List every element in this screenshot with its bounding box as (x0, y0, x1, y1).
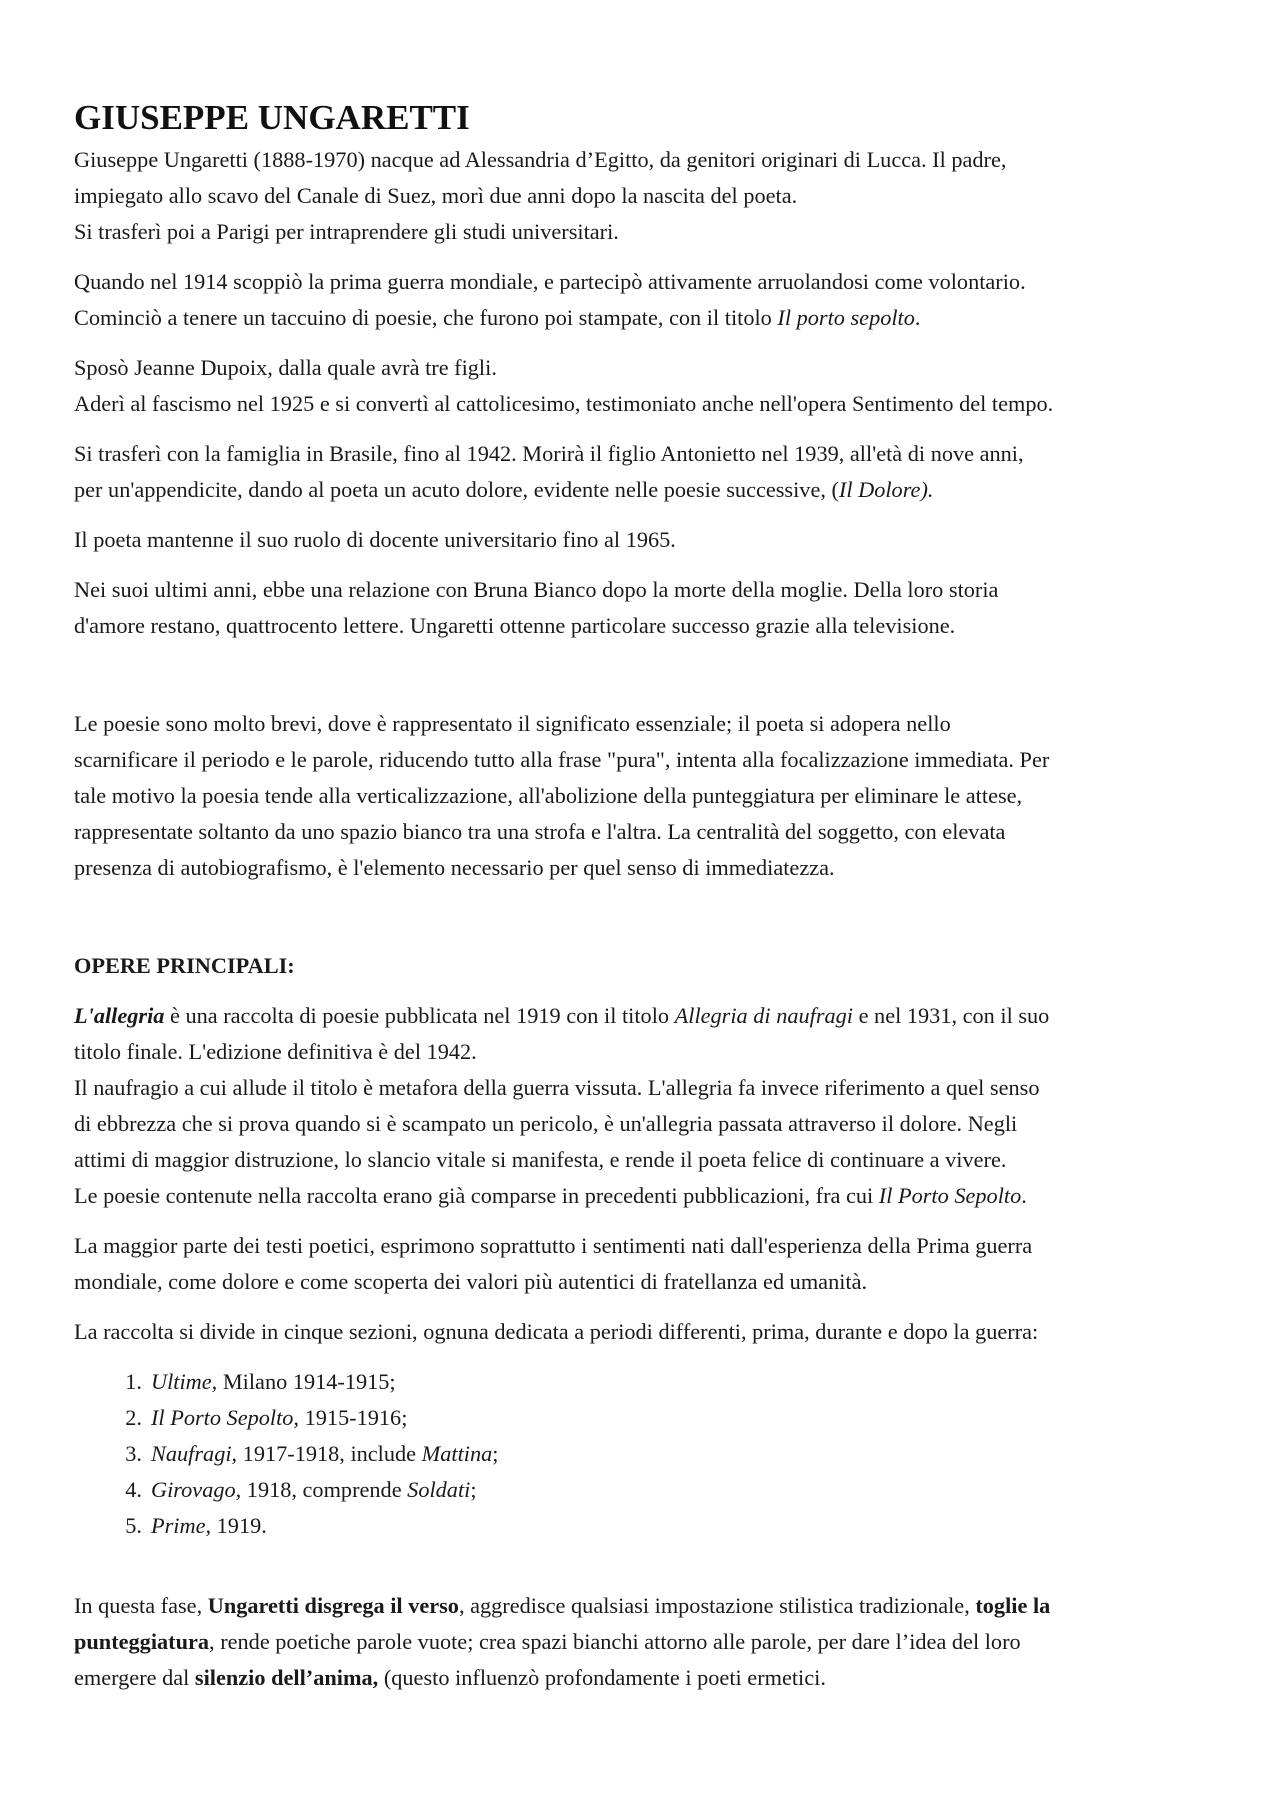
work-title: Il Dolore). (838, 477, 934, 502)
list-item (74, 1508, 1224, 1544)
emphasis-text: silenzio dell’anima, (194, 1665, 379, 1690)
text-line: impiegato allo scavo del Canale di Suez, morì due anni dopo la nascita del poeta. (74, 183, 798, 208)
list-number: 5. (125, 1513, 142, 1538)
text-line: tale motivo la poesia tende alla verticalizzazione, all'abolizione della punteggiatura per eliminare le attese, (74, 783, 1023, 808)
poem-title: Mattina (421, 1441, 493, 1466)
list-item (74, 1436, 1224, 1472)
emphasis-text: Ungaretti disgrega il verso (207, 1593, 459, 1618)
text-line: Le poesie sono molto brevi, dove è rappresentato il significato essenziale; il poeta si adopera nello (74, 711, 951, 736)
text-line: La raccolta si divide in cinque sezioni, ognuna dedicata a periodi differenti, prima, durante e dopo la guerra: (74, 1319, 1039, 1344)
section-end: ; (492, 1441, 499, 1466)
allegria-paragraph (74, 998, 1224, 1214)
text-line: Aderì al fascismo nel 1925 e si convertì al cattolicesimo, testimoniato anche nell'opera Sentimento del tempo. (74, 391, 1054, 416)
text-line: Quando nel 1914 scoppiò la prima guerra mondiale, e partecipò attivamente arruolandosi come volontario. (74, 269, 1026, 294)
work-title: Il Porto Sepolto (878, 1183, 1022, 1208)
text-line: La maggior parte dei testi poetici, esprimono soprattutto i sentimenti nati dall'esperienza della Prima guerra (74, 1233, 1033, 1258)
section-end: ; (470, 1477, 477, 1502)
section-detail: 1917-1918, include (237, 1441, 422, 1466)
bio-paragraph-2 (74, 264, 1224, 336)
list-item (74, 1364, 1224, 1400)
sections-intro (74, 1314, 1224, 1350)
text-line: scarnificare il periodo e le parole, riducendo tutto alla frase "pura", intenta alla focalizzazione immediata. Per (74, 747, 1050, 772)
section-title: Ultime, (151, 1369, 218, 1394)
vertical-spacer (74, 1544, 1224, 1570)
list-item (74, 1472, 1224, 1508)
text-line: Sposò Jeanne Dupoix, dalla quale avrà tre figli. (74, 355, 497, 380)
text-line: Giuseppe Ungaretti (1888-1970) nacque ad Alessandria d’Egitto, da genitori originari di Lucca. Il padre, (74, 147, 1007, 172)
text-line: , rende poetiche parole vuote; crea spazi bianchi attorno alle parole, per dare l’idea del loro (209, 1629, 1021, 1654)
bio-paragraph-1 (74, 142, 1224, 250)
text-line: . (914, 305, 921, 330)
work-title-bold: L'allegria (74, 1003, 165, 1028)
section-detail: 1918, comprende (241, 1477, 408, 1502)
text-line: mondiale, come dolore e come scoperta dei valori più autentici di fratellanza ed umanità. (74, 1269, 868, 1294)
works-heading: OPERE PRINCIPALI: (74, 953, 295, 978)
vertical-spacer (74, 658, 1224, 706)
text-line: e nel 1931, con il suo (853, 1003, 1050, 1028)
poem-title: Soldati (407, 1477, 471, 1502)
text-line: Si trasferì poi a Parigi per intraprendere gli studi universitari. (74, 219, 619, 244)
section-title: Il Porto Sepolto, (151, 1405, 300, 1430)
page-title: GIUSEPPE UNGARETTI (74, 98, 470, 137)
sections-list (74, 1364, 1224, 1544)
text-line: emergere dal (74, 1665, 195, 1690)
list-number: 4. (125, 1477, 142, 1502)
list-number: 3. (125, 1441, 142, 1466)
section-detail: 1915-1916; (299, 1405, 408, 1430)
emphasis-text: punteggiatura (74, 1629, 210, 1654)
text-line: In questa fase, (74, 1593, 208, 1618)
text-line: Le poesie contenute nella raccolta erano già comparse in precedenti pubblicazioni, fra cui (74, 1183, 879, 1208)
text-line: per un'appendicite, dando al poeta un acuto dolore, evidente nelle poesie successive, ( (74, 477, 839, 502)
work-title: Allegria di naufragi (674, 1003, 854, 1028)
phase-paragraph (74, 1588, 1224, 1696)
text-line: Il poeta mantenne il suo ruolo di docente universitario fino al 1965. (74, 527, 676, 552)
text-line: (questo influenzò profondamente i poeti ermetici. (378, 1665, 826, 1690)
section-detail: 1919. (211, 1513, 267, 1538)
bio-paragraph-4 (74, 436, 1224, 508)
emphasis-text: toglie la (975, 1593, 1051, 1618)
section-title: Girovago, (151, 1477, 242, 1502)
themes-paragraph (74, 1228, 1224, 1300)
section-title: Prime, (151, 1513, 212, 1538)
list-number: 1. (125, 1369, 142, 1394)
text-line: Nei suoi ultimi anni, ebbe una relazione con Bruna Bianco dopo la morte della moglie. Della loro storia (74, 577, 999, 602)
document-page (74, 96, 1224, 1710)
text-line: Cominciò a tenere un taccuino di poesie, che furono poi stampate, con il titolo (74, 305, 778, 330)
text-line: . (1021, 1183, 1027, 1208)
text-line: d'amore restano, quattrocento lettere. Ungaretti ottenne particolare successo grazie alla televisione. (74, 613, 956, 638)
text-line: Il naufragio a cui allude il titolo è metafora della guerra vissuta. L'allegria fa invece riferimento a quel senso (74, 1075, 1040, 1100)
section-detail: Milano 1914-1915; (217, 1369, 396, 1394)
text-line: titolo finale. L'edizione definitiva è del 1942. (74, 1039, 477, 1064)
vertical-spacer (74, 900, 1224, 948)
work-title: Il porto sepolto (777, 305, 915, 330)
bio-paragraph-5 (74, 522, 1224, 558)
list-number: 2. (125, 1405, 142, 1430)
text-line: Si trasferì con la famiglia in Brasile, fino al 1942. Morirà il figlio Antonietto nel 1939, all'età di nove anni, (74, 441, 1024, 466)
text-line: è una raccolta di poesie pubblicata nel 1919 con il titolo (164, 1003, 675, 1028)
list-item (74, 1400, 1224, 1436)
text-line: attimi di maggior distruzione, lo slancio vitale si manifesta, e rende il poeta felice di continuare a vivere. (74, 1147, 1007, 1172)
text-line: , aggredisce qualsiasi impostazione stilistica tradizionale, (458, 1593, 976, 1618)
section-title: Naufragi, (151, 1441, 238, 1466)
text-line: di ebbrezza che si prova quando si è scampato un pericolo, è un'allegria passata attraverso il dolore. Negli (74, 1111, 1018, 1136)
bio-paragraph-6 (74, 572, 1224, 644)
style-paragraph (74, 706, 1224, 886)
text-line: presenza di autobiografismo, è l'elemento necessario per quel senso di immediatezza. (74, 855, 835, 880)
bio-paragraph-3 (74, 350, 1224, 422)
text-line: rappresentate soltanto da uno spazio bianco tra una strofa e l'altra. La centralità del soggetto, con elevata (74, 819, 1006, 844)
